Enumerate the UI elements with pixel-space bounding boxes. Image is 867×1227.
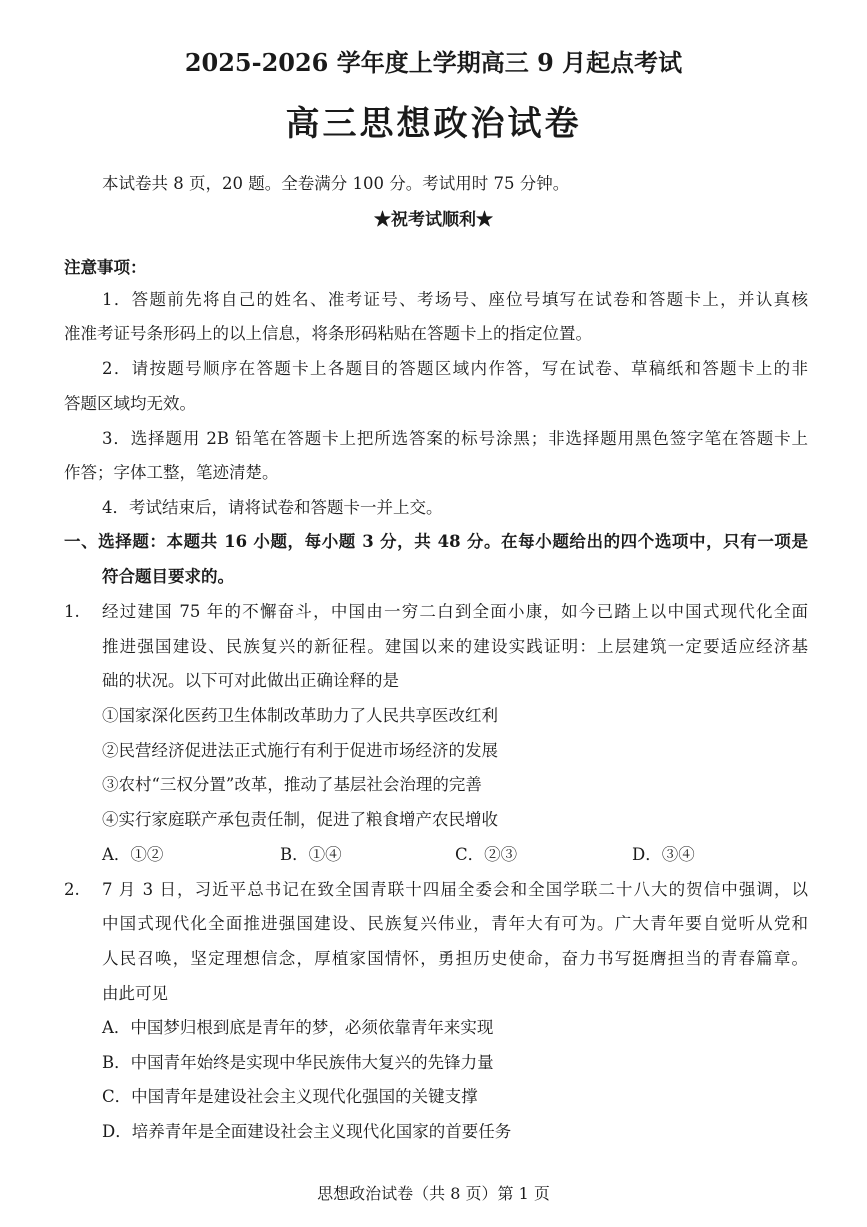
question-2-option-a: A．中国梦归根到底是青年的梦，必须依靠青年来实现 bbox=[102, 1018, 494, 1037]
notes-heading: 注意事项： bbox=[64, 258, 147, 277]
notes-item-4: 4．考试结束后，请将试卷和答题卡一并上交。 bbox=[102, 498, 443, 517]
exam-name: 2025-2026 学年度上学期高三 9 月起点考试 bbox=[184, 48, 683, 77]
notes-item-2-line-2: 答题区域均无效。 bbox=[64, 394, 196, 413]
question-1-stem-line-1: 经过建国 75 年的不懈奋斗，中国由一穷二白到全面小康，如今已踏上以中国式现代化全面 bbox=[102, 602, 808, 621]
paper-title: 高三思想政治试卷 bbox=[285, 104, 582, 144]
notes-item-2-line-1: 2．请按题号顺序在答题卡上各题目的答题区域内作答，写在试卷、草稿纸和答题卡上的非 bbox=[102, 359, 808, 378]
question-1-statement-4: ④实行家庭联产承包责任制，促进了粮食增产农民增收 bbox=[102, 810, 498, 829]
question-1-stem-line-3: 础的状况。以下可对此做出正确诠释的是 bbox=[102, 671, 399, 690]
question-1-option-c: C．②③ bbox=[455, 845, 518, 864]
question-1-option-b: B．①④ bbox=[280, 845, 342, 864]
blessing-banner: ★祝考试顺利★ bbox=[374, 210, 493, 230]
notes-item-3-line-2: 作答；字体工整，笔迹清楚。 bbox=[64, 463, 279, 482]
question-2-option-d: D．培养青年是全面建设社会主义现代化国家的首要任务 bbox=[102, 1122, 512, 1141]
notes-item-1-line-1: 1．答题前先将自己的姓名、准考证号、考场号、座位号填写在试卷和答题卡上，并认真核 bbox=[102, 290, 808, 309]
exam-intro: 本试卷共 8 页，20 题。全卷满分 100 分。考试用时 75 分钟。 bbox=[102, 174, 570, 193]
section-1-instructions: 一、选择题：本题共 16 小题，每小题 3 分，共 48 分。在每小题给出的四个选项中，只有一项是 bbox=[64, 532, 808, 551]
question-2-stem-line-2: 中国式现代化全面推进强国建设、民族复兴伟业，青年大有可为。广大青年要自觉听从党和 bbox=[102, 914, 808, 933]
question-1-statement-1: ①国家深化医药卫生体制改革助力了人民共享医改红利 bbox=[102, 706, 498, 725]
page-footer: 思想政治试卷（共 8 页）第 1 页 bbox=[317, 1184, 550, 1203]
question-1-stem-line-2: 推进强国建设、民族复兴的新征程。建国以来的建设实践证明：上层建筑一定要适应经济基 bbox=[102, 637, 808, 656]
notes-item-3-line-1: 3．选择题用 2B 铅笔在答题卡上把所选答案的标号涂黑；非选择题用黑色签字笔在答题卡上 bbox=[102, 429, 808, 448]
question-2-option-b: B．中国青年始终是实现中华民族伟大复兴的先锋力量 bbox=[102, 1053, 494, 1072]
question-2-number: 2. bbox=[64, 880, 80, 899]
question-2-option-c: C．中国青年是建设社会主义现代化强国的关键支撑 bbox=[102, 1087, 478, 1106]
question-1-option-d: D．③④ bbox=[632, 845, 695, 864]
question-2-stem-line-1: 7 月 3 日，习近平总书记在致全国青联十四届全委会和全国学联二十八大的贺信中强调，以 bbox=[102, 880, 808, 899]
question-2-stem-line-3: 人民召唤，坚定理想信念，厚植家国情怀，勇担历史使命，奋力书写挺膺担当的青春篇章。 bbox=[102, 949, 808, 968]
question-2-stem-line-4: 由此可见 bbox=[102, 984, 168, 1003]
question-1-number: 1. bbox=[64, 602, 80, 621]
section-1-instructions-cont: 符合题目要求的。 bbox=[102, 567, 234, 586]
question-1-statement-2: ②民营经济促进法正式施行有利于促进市场经济的发展 bbox=[102, 741, 498, 760]
notes-item-1-line-2: 准准考证号条形码上的以上信息，将条形码粘贴在答题卡上的指定位置。 bbox=[64, 324, 592, 343]
question-1-statement-3: ③农村“三权分置”改革，推动了基层社会治理的完善 bbox=[102, 775, 482, 794]
question-1-option-a: A．①② bbox=[102, 845, 164, 864]
